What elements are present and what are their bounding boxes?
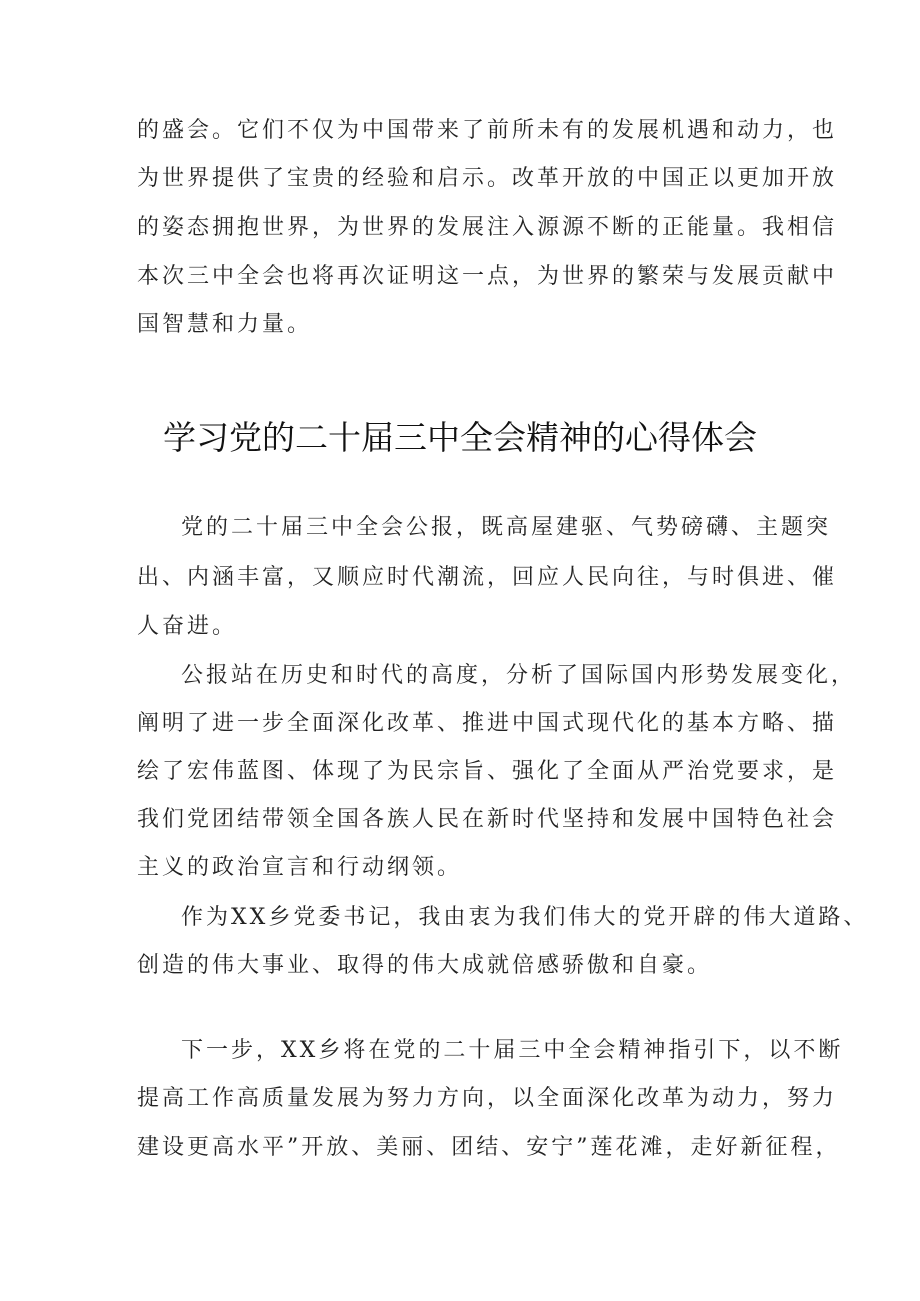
paragraph-line: 我们党团结带领全国各族人民在新时代坚持和发展中国特色社会 bbox=[137, 807, 838, 832]
intro-line: 本次三中全会也将再次证明这一点，为世界的繁荣与发展贡献中 bbox=[137, 264, 838, 289]
paragraph-line: 公报站在历史和时代的高度，分析了国际国内形势发展变化， bbox=[181, 663, 857, 688]
intro-line: 为世界提供了宝贵的经验和启示。改革开放的中国正以更加开放 bbox=[137, 166, 838, 191]
paragraph-line: 主义的政治宣言和行动纲领。 bbox=[137, 855, 463, 880]
intro-line: 国智慧和力量。 bbox=[137, 312, 313, 337]
paragraph-line: 提高工作高质量发展为努力方向，以全面深化改革为动力，努力 bbox=[137, 1086, 838, 1111]
paragraph-line: 创造的伟大事业、取得的伟大成就倍感骄傲和自豪。 bbox=[137, 953, 713, 978]
article-title: 学习党的二十届三中全会精神的心得体会 bbox=[163, 418, 757, 457]
intro-line: 的盛会。它们不仅为中国带来了前所未有的发展机遇和动力，也 bbox=[137, 118, 838, 143]
intro-line: 的姿态拥抱世界，为世界的发展注入源源不断的正能量。我相信 bbox=[137, 215, 838, 240]
paragraph-line: 建设更高水平”开放、美丽、团结、安宁”莲花滩，走好新征程， bbox=[137, 1135, 841, 1160]
paragraph-line: 作为XX乡党委书记，我由衷为我们伟大的党开辟的伟大道路、 bbox=[181, 905, 869, 930]
paragraph-line: 绘了宏伟蓝图、体现了为民宗旨、强化了全面从严治党要求，是 bbox=[137, 759, 838, 784]
paragraph-line: 阐明了进一步全面深化改革、推进中国式现代化的基本方略、描 bbox=[137, 711, 838, 736]
paragraph-line: 出、内涵丰富，又顺应时代潮流，回应人民向往，与时俱进、催 bbox=[137, 565, 838, 590]
paragraph-line: 党的二十届三中全会公报，既高屋建驱、气势磅礴、主题突 bbox=[181, 515, 832, 540]
paragraph-line: 人奋进。 bbox=[137, 614, 238, 639]
paragraph-line: 下一步，XX乡将在党的二十届三中全会精神指引下，以不断 bbox=[181, 1038, 844, 1063]
